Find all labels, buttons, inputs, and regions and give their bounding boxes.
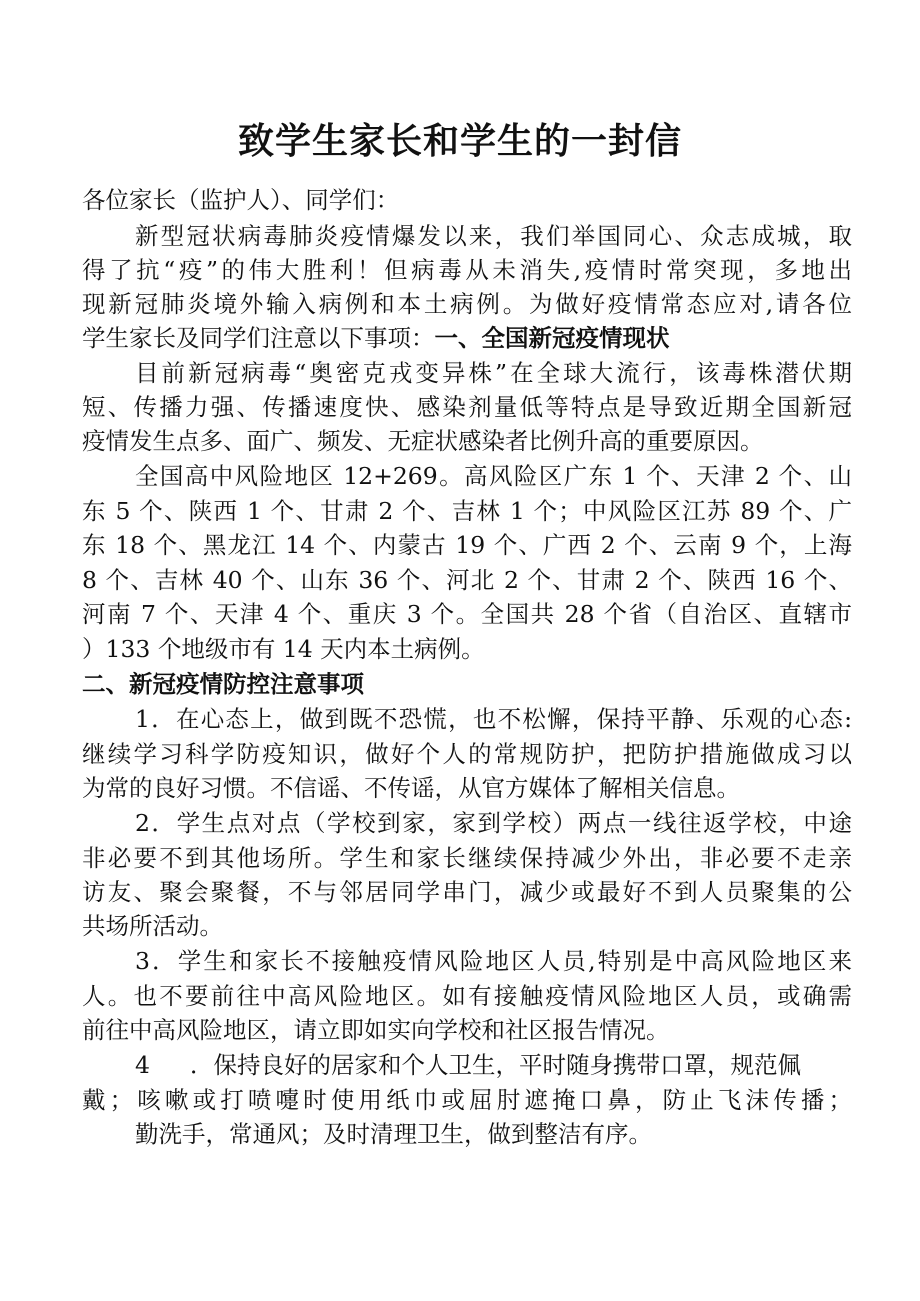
intro-line-4 [82, 321, 852, 355]
section-1-p2-line-3: 东 18 个、黑龙江 14 个、内蒙古 19 个、广西 2 个、云南 9 个，上海 [82, 531, 852, 559]
item-2-line-3: 访友、聚会聚餐，不与邻居同学串门，减少或最好不到人员聚集的公 [82, 878, 852, 906]
salutation: 各位家长（监护人）、同学们： [82, 186, 400, 214]
item-3-line-2: 人。也不要前往中高风险地区。如有接触疫情风险地区人员，或确需 [82, 982, 852, 1010]
section-2-heading: 二、新冠疫情防控注意事项 [82, 670, 364, 698]
item-1-line-2: 继续学习科学防疫知识，做好个人的常规防护，把防护措施做成习以 [82, 740, 852, 768]
section-1-heading: 一、全国新冠疫情现状 [434, 324, 670, 352]
item-3-line-1: 3．学生和家长不接触疫情风险地区人员,特别是中高风险地区来 [135, 947, 852, 975]
item-1-line-3: 为常的良好习惯。不信谣、不传谣，从官方媒体了解相关信息。 [82, 774, 740, 802]
section-1-p2-line-5: 河南 7 个、天津 4 个、重庆 3 个。全国共 28 个省（自治区、直辖市 [82, 600, 852, 628]
section-1-p1-line-1: 目前新冠病毒“奥密克戎变异株”在全球大流行，该毒株潜伏期 [135, 359, 852, 387]
item-4-line-2: 戴；咳嗽或打喷嚏时使用纸巾或屈肘遮掩口鼻，防止飞沫传播； [82, 1086, 852, 1114]
section-1-p2-line-4: 8 个、吉林 40 个、山东 36 个、河北 2 个、甘肃 2 个、陕西 16 个、 [82, 566, 852, 594]
item-2-line-4: 共场所活动。 [82, 912, 223, 940]
intro-line-2: 得了抗“疫”的伟大胜利！但病毒从未消失,疫情时常突现，多地出 [82, 256, 852, 284]
item-4-line-3: 勤洗手，常通风；及时清理卫生，做到整洁有序。 [135, 1120, 652, 1148]
intro-line-4-text: 学生家长及同学们注意以下事项： [82, 324, 435, 352]
section-1-p2-line-6: ）133 个地级市有 14 天内本土病例。 [82, 635, 485, 663]
item-2-line-1: 2．学生点对点（学校到家，家到学校）两点一线往返学校，中途 [135, 809, 852, 837]
section-1-p2-line-1: 全国高中风险地区 12+269。高风险区广东 1 个、天津 2 个、山 [135, 462, 852, 490]
document-title: 致学生家长和学生的一封信 [237, 121, 682, 162]
section-1-p2-line-2: 东 5 个、陕西 1 个、甘肃 2 个、吉林 1 个；中风险区江苏 89 个、广 [82, 497, 852, 525]
item-4-number: 4 [135, 1051, 150, 1079]
item-2-line-2: 非必要不到其他场所。学生和家长继续保持减少外出，非必要不走亲 [82, 844, 852, 872]
section-1-p1-line-2: 短、传播力强、传播速度快、感染剂量低等特点是导致近期全国新冠 [82, 393, 852, 421]
item-4-line-1-text: ．保持良好的居家和个人卫生，平时随身携带口罩，规范佩 [189, 1051, 801, 1079]
intro-line-3: 现新冠肺炎境外输入病例和本土病例。为做好疫情常态应对,请各位 [82, 290, 852, 318]
item-4-line-1 [135, 1048, 852, 1082]
intro-line-1: 新型冠状病毒肺炎疫情爆发以来，我们举国同心、众志成城，取 [135, 222, 852, 250]
item-3-line-3: 前往中高风险地区，请立即如实向学校和社区报告情况。 [82, 1016, 670, 1044]
item-1-line-1: 1．在心态上，做到既不恐慌，也不松懈，保持平静、乐观的心态: [135, 705, 852, 733]
section-1-p1-line-3: 疫情发生点多、面广、频发、无症状感染者比例升高的重要原因。 [82, 427, 764, 455]
